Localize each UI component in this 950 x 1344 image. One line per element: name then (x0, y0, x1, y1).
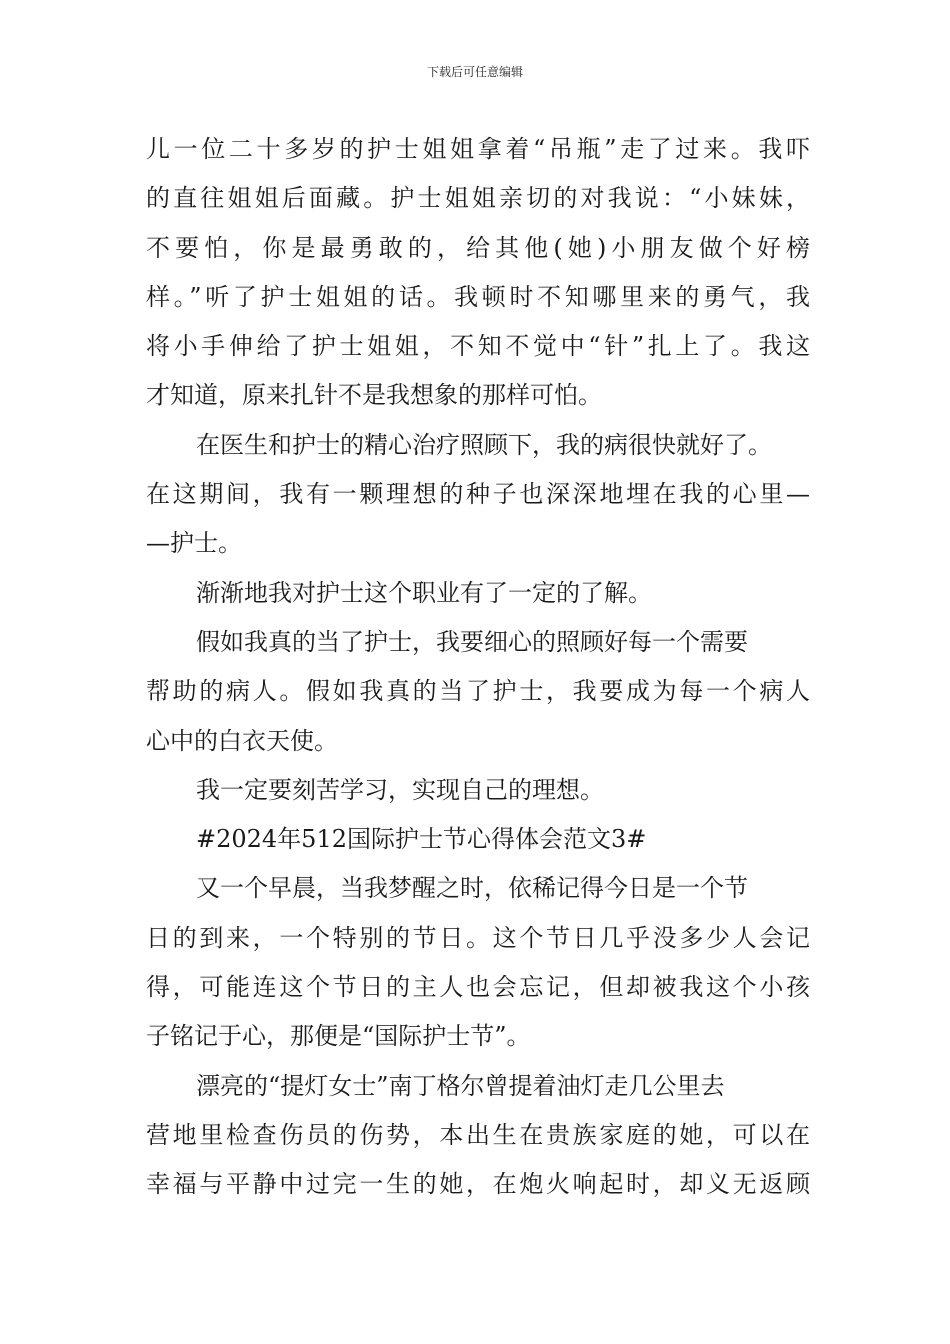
paragraph-start-line: 渐渐地我对护士这个职业有了一定的了解。 (196, 578, 652, 607)
text-line: 在这期间，我有一颗理想的种子也深深地埋在我的心里— (146, 480, 810, 509)
text-line: 将小手伸给了护士姐姐，不知不觉中“针”扎上了。我这 (146, 332, 810, 361)
text-line: 幸福与平静中过完一生的她，在炮火响起时，却义无返顾 (146, 1170, 810, 1199)
paragraph-start-line: 在医生和护士的精心治疗照顾下，我的病很快就好了。 (196, 430, 772, 459)
text-line: 心中的白衣天使。 (146, 726, 338, 755)
text-line: 得，可能连这个节日的主人也会忘记，但却被我这个小孩 (146, 973, 810, 1002)
text-line: 样。”听了护士姐姐的话。我顿时不知哪里来的勇气，我 (146, 282, 810, 311)
text-line: —护士。 (146, 529, 242, 558)
paragraph-start-line: 漂亮的“提灯女士”南丁格尔曾提着油灯走几公里去 (196, 1071, 725, 1100)
paragraph-start-line: 又一个早晨，当我梦醒之时，依稀记得今日是一个节 (196, 874, 748, 903)
text-line: 营地里检查伤员的伤势，本出生在贵族家庭的她，可以在 (146, 1120, 810, 1149)
paragraph-start-line: 假如我真的当了护士，我要细心的照顾好每一个需要 (196, 627, 748, 656)
text-line: 帮助的病人。假如我真的当了护士，我要成为每一个病人 (146, 677, 810, 706)
section-heading: #2024年512国际护士节心得体会范文3# (196, 825, 647, 854)
text-line: 日的到来，一个特别的节日。这个节日几乎没多少人会记 (146, 923, 810, 952)
paragraph-start-line: 我一定要刻苦学习，实现自己的理想。 (196, 775, 604, 804)
text-line: 的直往姐姐后面藏。护士姐姐亲切的对我说：“小妹妹， (146, 184, 810, 213)
text-line: 才知道，原来扎针不是我想象的那样可怕。 (146, 381, 602, 410)
text-line: 子铭记于心，那便是“国际护士节”。 (146, 1022, 531, 1051)
text-line: 不要怕，你是最勇敢的，给其他(她)小朋友做个好榜 (146, 233, 810, 262)
page-header: 下载后可任意编辑 (426, 65, 523, 79)
document-body (146, 125, 810, 1210)
text-line: 儿一位二十多岁的护士姐姐拿着“吊瓶”走了过来。我吓 (146, 135, 810, 163)
